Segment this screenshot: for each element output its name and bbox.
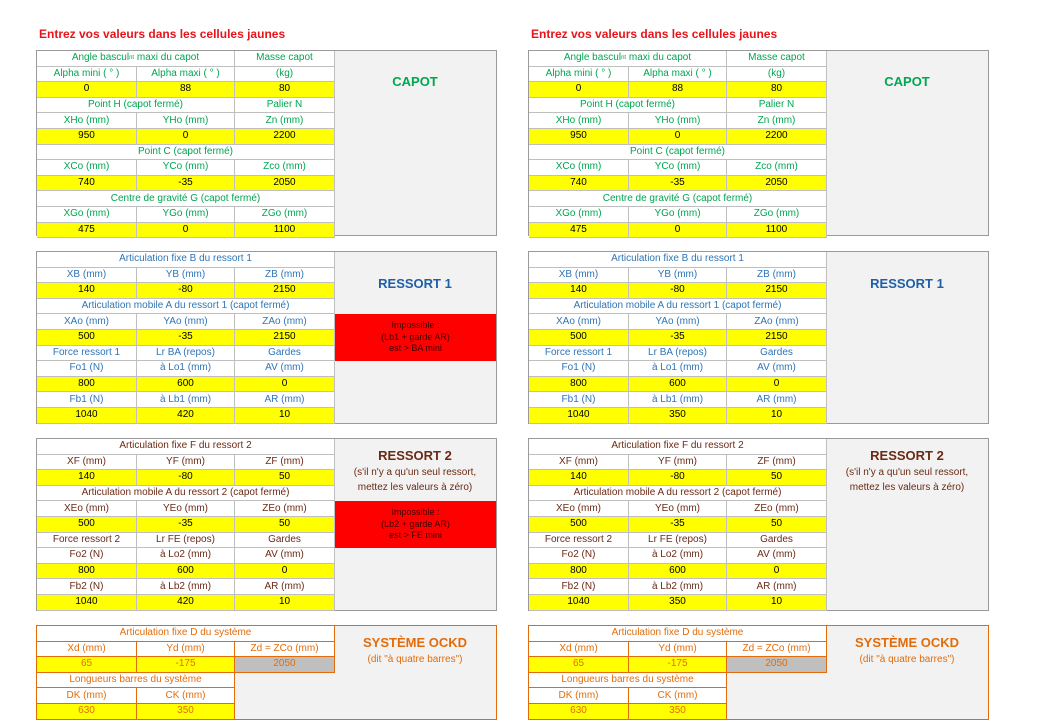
masse-header: Masse capot	[727, 51, 827, 67]
ressort1-title: RESSORT 1	[378, 276, 452, 291]
zgo-input[interactable]: 1100	[235, 223, 335, 239]
art-a-header: Articulation mobile A du ressort 1 (capot fermé)	[529, 299, 827, 315]
lb2-input[interactable]: 420	[137, 595, 235, 611]
fb-input[interactable]: 1040	[529, 408, 629, 424]
zn-input[interactable]: 2200	[727, 129, 827, 145]
zco-input[interactable]: 2050	[727, 176, 827, 192]
angle-header	[529, 51, 727, 67]
xao-header: XAo (mm)	[529, 314, 629, 330]
fo2-input[interactable]: 800	[37, 564, 137, 580]
zao-header: ZAo (mm)	[727, 314, 827, 330]
dk-header: DK (mm)	[529, 688, 629, 704]
xd-header: Xd (mm)	[37, 642, 137, 658]
zco-header: Zco (mm)	[235, 160, 335, 176]
lr-header: Lr BA (repos)	[629, 346, 727, 362]
capot-title: CAPOT	[884, 74, 930, 89]
ar2-input[interactable]: 10	[727, 595, 827, 611]
lo-header: à Lo1 (mm)	[629, 361, 727, 377]
ockd-note: (dit "à quatre barres")	[367, 654, 463, 665]
ck-input[interactable]: 350	[137, 704, 235, 720]
ressort1-error-message	[335, 314, 496, 361]
art-f-header: Articulation fixe F du ressort 2	[529, 439, 827, 455]
av2-header: AV (mm)	[727, 548, 827, 564]
palier-header: Palier N	[727, 98, 827, 114]
lb-input[interactable]: 420	[137, 408, 235, 424]
error-line: (Lb1 + garde AR)	[381, 331, 450, 342]
error-line: (Lb2 + garde AR)	[381, 518, 450, 529]
xho-input[interactable]: 950	[529, 129, 629, 145]
fo-header: Fo1 (N)	[37, 361, 137, 377]
ressort1-title: RESSORT 1	[870, 276, 944, 291]
xd-header: Xd (mm)	[529, 642, 629, 658]
yf-header: YF (mm)	[137, 455, 235, 471]
ockd-panel	[36, 625, 497, 720]
ck-header: CK (mm)	[137, 688, 235, 704]
angle-header	[37, 51, 235, 67]
xeo-input[interactable]: 500	[529, 517, 629, 533]
point-c-header: Point C (capot fermé)	[37, 145, 335, 161]
xf-header: XF (mm)	[529, 455, 629, 471]
masse-input[interactable]: 80	[727, 82, 827, 98]
ygo-input[interactable]: 0	[137, 223, 235, 239]
ressort2-note	[827, 465, 987, 495]
ressort2-panel	[528, 438, 989, 611]
alpha-max-header: Alpha maxi ( ° )	[137, 67, 235, 83]
lo-input[interactable]: 600	[629, 377, 727, 393]
dk-input[interactable]: 630	[529, 704, 629, 720]
fb-header: Fb1 (N)	[529, 392, 629, 408]
ressort1-panel	[528, 251, 989, 424]
gardes-header: Gardes	[235, 346, 335, 362]
zd-value[interactable]: 2050	[727, 657, 827, 673]
yeo-header: YEo (mm)	[629, 501, 727, 517]
point-c-header: Point C (capot fermé)	[529, 145, 827, 161]
zgo-header: ZGo (mm)	[235, 207, 335, 223]
xd-input[interactable]: 65	[37, 657, 137, 673]
yho-header: YHo (mm)	[629, 113, 727, 129]
ar2-header: AR (mm)	[235, 579, 335, 595]
instruction-text: Entrez vos valeurs dans les cellules jaunes	[531, 27, 778, 41]
xho-input[interactable]: 950	[37, 129, 137, 145]
force2-header: Force ressort 2	[529, 533, 629, 549]
yf-input[interactable]: -80	[629, 470, 727, 486]
instruction-text: Entrez vos valeurs dans les cellules jaunes	[39, 27, 286, 41]
yao-header: YAo (mm)	[629, 314, 727, 330]
ar2-input[interactable]: 10	[235, 595, 335, 611]
zeo-header: ZEo (mm)	[727, 501, 827, 517]
art-b-header: Articulation fixe B du ressort 1	[37, 252, 335, 268]
ck-header: CK (mm)	[629, 688, 727, 704]
xf-input[interactable]: 140	[529, 470, 629, 486]
longueurs-header: Longueurs barres du système	[529, 673, 727, 689]
zb-header: ZB (mm)	[727, 268, 827, 284]
yeo-header: YEo (mm)	[137, 501, 235, 517]
angle-header-text2: maxi du capot	[134, 52, 200, 64]
lo-header: à Lo1 (mm)	[137, 361, 235, 377]
ygo-header: YGo (mm)	[137, 207, 235, 223]
xgo-input[interactable]: 475	[37, 223, 137, 239]
zb-input[interactable]: 2150	[727, 283, 827, 299]
art-d-header: Articulation fixe D du système	[37, 626, 335, 642]
art-a2-header: Articulation mobile A du ressort 2 (capot fermé)	[37, 486, 335, 502]
zgo-header: ZGo (mm)	[727, 207, 827, 223]
ockd-title: SYSTÈME OCKD	[362, 635, 467, 650]
xho-header: XHo (mm)	[37, 113, 137, 129]
art-a2-header: Articulation mobile A du ressort 2 (capot fermé)	[529, 486, 827, 502]
zn-header: Zn (mm)	[235, 113, 335, 129]
zf-header: ZF (mm)	[727, 455, 827, 471]
masse-header: Masse capot	[235, 51, 335, 67]
note-line: mettez les valeurs à zéro)	[849, 482, 965, 493]
error-line: est > BA mini	[389, 343, 442, 354]
ygo-header: YGo (mm)	[629, 207, 727, 223]
force2-header: Force ressort 2	[37, 533, 137, 549]
zn-header: Zn (mm)	[727, 113, 827, 129]
longueurs-header: Longueurs barres du système	[37, 673, 235, 689]
error-line: Impossible :	[391, 320, 440, 331]
fb2-header: Fb2 (N)	[529, 579, 629, 595]
yd-header: Yd (mm)	[629, 642, 727, 658]
ockd-note: (dit "à quatre barres")	[859, 654, 955, 665]
art-a-header: Articulation mobile A du ressort 1 (capot fermé)	[37, 299, 335, 315]
yao-input[interactable]: -35	[137, 330, 235, 346]
fb-input[interactable]: 1040	[37, 408, 137, 424]
lb2-input[interactable]: 350	[629, 595, 727, 611]
ressort2-title: RESSORT 2	[870, 448, 944, 463]
zd-header: Zd = ZCo (mm)	[235, 642, 335, 658]
lr2-header: Lr FE (repos)	[629, 533, 727, 549]
yho-header: YHo (mm)	[137, 113, 235, 129]
zd-header: Zd = ZCo (mm)	[727, 642, 827, 658]
xd-input[interactable]: 65	[529, 657, 629, 673]
angle-header-sup: nt	[129, 55, 135, 62]
yeo-input[interactable]: -35	[137, 517, 235, 533]
yao-header: YAo (mm)	[137, 314, 235, 330]
ockd-panel	[528, 625, 989, 720]
xf-header: XF (mm)	[37, 455, 137, 471]
zeo-header: ZEo (mm)	[235, 501, 335, 517]
yao-input[interactable]: -35	[629, 330, 727, 346]
ck-input[interactable]: 350	[629, 704, 727, 720]
fb2-input[interactable]: 1040	[37, 595, 137, 611]
yeo-input[interactable]: -35	[629, 517, 727, 533]
zeo-input[interactable]: 50	[235, 517, 335, 533]
ar-input[interactable]: 10	[727, 408, 827, 424]
ressort2-title: RESSORT 2	[378, 448, 452, 463]
yd-header: Yd (mm)	[137, 642, 235, 658]
ar-input[interactable]: 10	[235, 408, 335, 424]
yf-input[interactable]: -80	[137, 470, 235, 486]
fo-header: Fo1 (N)	[529, 361, 629, 377]
zn-input[interactable]: 2200	[235, 129, 335, 145]
ar-header: AR (mm)	[727, 392, 827, 408]
zao-input[interactable]: 2150	[235, 330, 335, 346]
ressort2-note	[335, 465, 495, 495]
zco-header: Zco (mm)	[727, 160, 827, 176]
alpha-max-input[interactable]: 88	[629, 82, 727, 98]
xao-header: XAo (mm)	[37, 314, 137, 330]
lo2-input[interactable]: 600	[629, 564, 727, 580]
xco-header: XCo (mm)	[529, 160, 629, 176]
art-b-header: Articulation fixe B du ressort 1	[529, 252, 827, 268]
xao-input[interactable]: 500	[37, 330, 137, 346]
gardes2-header: Gardes	[235, 533, 335, 549]
xco-input[interactable]: 740	[529, 176, 629, 192]
xb-header: XB (mm)	[37, 268, 137, 284]
fo2-input[interactable]: 800	[529, 564, 629, 580]
angle-header-sup: nt	[621, 55, 627, 62]
xeo-header: XEo (mm)	[37, 501, 137, 517]
capot-panel	[528, 50, 989, 236]
zco-input[interactable]: 2050	[235, 176, 335, 192]
zf-input[interactable]: 50	[235, 470, 335, 486]
angle-header-text2: maxi du capot	[626, 52, 692, 64]
zao-input[interactable]: 2150	[727, 330, 827, 346]
yb-input[interactable]: -80	[629, 283, 727, 299]
cg-header: Centre de gravité G (capot fermé)	[529, 191, 827, 207]
xho-header: XHo (mm)	[529, 113, 629, 129]
palier-header: Palier N	[235, 98, 335, 114]
capot-panel	[36, 50, 497, 236]
av-header: AV (mm)	[235, 361, 335, 377]
fb2-input[interactable]: 1040	[529, 595, 629, 611]
fb-header: Fb1 (N)	[37, 392, 137, 408]
xeo-header: XEo (mm)	[529, 501, 629, 517]
alpha-min-input[interactable]: 0	[37, 82, 137, 98]
av2-input[interactable]: 0	[235, 564, 335, 580]
note-line: mettez les valeurs à zéro)	[357, 482, 473, 493]
note-line: (s'il n'y a qu'un seul ressort,	[353, 467, 477, 478]
alpha-max-input[interactable]: 88	[137, 82, 235, 98]
ockd-title: SYSTÈME OCKD	[854, 635, 959, 650]
xb-input[interactable]: 140	[37, 283, 137, 299]
dk-input[interactable]: 630	[37, 704, 137, 720]
cg-header: Centre de gravité G (capot fermé)	[37, 191, 335, 207]
yco-header: YCo (mm)	[137, 160, 235, 176]
gardes-header: Gardes	[727, 346, 827, 362]
yco-input[interactable]: -35	[629, 176, 727, 192]
point-h-header: Point H (capot fermé)	[37, 98, 235, 114]
alpha-min-input[interactable]: 0	[529, 82, 629, 98]
av-header: AV (mm)	[727, 361, 827, 377]
lo2-header: à Lo2 (mm)	[629, 548, 727, 564]
force-header: Force ressort 1	[529, 346, 629, 362]
dk-header: DK (mm)	[37, 688, 137, 704]
lb2-header: à Lb2 (mm)	[137, 579, 235, 595]
ar-header: AR (mm)	[235, 392, 335, 408]
zeo-input[interactable]: 50	[727, 517, 827, 533]
angle-header-text: Angle bascul	[563, 52, 622, 64]
yco-input[interactable]: -35	[137, 176, 235, 192]
xgo-header: XGo (mm)	[529, 207, 629, 223]
fo2-header: Fo2 (N)	[37, 548, 137, 564]
ressort2-error-message	[335, 501, 496, 548]
lr2-header: Lr FE (repos)	[137, 533, 235, 549]
zb-header: ZB (mm)	[235, 268, 335, 284]
xao-input[interactable]: 500	[529, 330, 629, 346]
lb2-header: à Lb2 (mm)	[629, 579, 727, 595]
ressort1-panel	[36, 251, 497, 424]
lb-input[interactable]: 350	[629, 408, 727, 424]
force-header: Force ressort 1	[37, 346, 137, 362]
xb-header: XB (mm)	[529, 268, 629, 284]
zf-input[interactable]: 50	[727, 470, 827, 486]
fo-input[interactable]: 800	[37, 377, 137, 393]
yd-input[interactable]: -175	[137, 657, 235, 673]
zd-value[interactable]: 2050	[235, 657, 335, 673]
yho-input[interactable]: 0	[629, 129, 727, 145]
xco-input[interactable]: 740	[37, 176, 137, 192]
av-input[interactable]: 0	[727, 377, 827, 393]
error-line: est > FE mini	[389, 530, 442, 541]
art-d-header: Articulation fixe D du système	[529, 626, 827, 642]
capot-title: CAPOT	[392, 74, 438, 89]
av-input[interactable]: 0	[235, 377, 335, 393]
art-f-header: Articulation fixe F du ressort 2	[37, 439, 335, 455]
lb-header: à Lb1 (mm)	[629, 392, 727, 408]
lb-header: à Lb1 (mm)	[137, 392, 235, 408]
zao-header: ZAo (mm)	[235, 314, 335, 330]
xco-header: XCo (mm)	[37, 160, 137, 176]
yf-header: YF (mm)	[629, 455, 727, 471]
alpha-min-header: Alpha mini ( ° )	[37, 67, 137, 83]
yb-input[interactable]: -80	[137, 283, 235, 299]
gardes2-header: Gardes	[727, 533, 827, 549]
point-h-header: Point H (capot fermé)	[529, 98, 727, 114]
lo2-header: à Lo2 (mm)	[137, 548, 235, 564]
kg-header: (kg)	[727, 67, 827, 83]
fo-input[interactable]: 800	[529, 377, 629, 393]
av2-header: AV (mm)	[235, 548, 335, 564]
angle-header-text: Angle bascul	[71, 52, 130, 64]
xgo-input[interactable]: 475	[529, 223, 629, 239]
ygo-input[interactable]: 0	[629, 223, 727, 239]
error-line: Impossible :	[391, 507, 440, 518]
note-line: (s'il n'y a qu'un seul ressort,	[845, 467, 969, 478]
xgo-header: XGo (mm)	[37, 207, 137, 223]
xb-input[interactable]: 140	[529, 283, 629, 299]
yb-header: YB (mm)	[629, 268, 727, 284]
zf-header: ZF (mm)	[235, 455, 335, 471]
av2-input[interactable]: 0	[727, 564, 827, 580]
yho-input[interactable]: 0	[137, 129, 235, 145]
alpha-max-header: Alpha maxi ( ° )	[629, 67, 727, 83]
lo-input[interactable]: 600	[137, 377, 235, 393]
fo2-header: Fo2 (N)	[529, 548, 629, 564]
yco-header: YCo (mm)	[629, 160, 727, 176]
xf-input[interactable]: 140	[37, 470, 137, 486]
kg-header: (kg)	[235, 67, 335, 83]
ressort2-panel	[36, 438, 497, 611]
fb2-header: Fb2 (N)	[37, 579, 137, 595]
zgo-input[interactable]: 1100	[727, 223, 827, 239]
alpha-min-header: Alpha mini ( ° )	[529, 67, 629, 83]
ar2-header: AR (mm)	[727, 579, 827, 595]
lr-header: Lr BA (repos)	[137, 346, 235, 362]
zb-input[interactable]: 2150	[235, 283, 335, 299]
lo2-input[interactable]: 600	[137, 564, 235, 580]
yd-input[interactable]: -175	[629, 657, 727, 673]
xeo-input[interactable]: 500	[37, 517, 137, 533]
yb-header: YB (mm)	[137, 268, 235, 284]
masse-input[interactable]: 80	[235, 82, 335, 98]
